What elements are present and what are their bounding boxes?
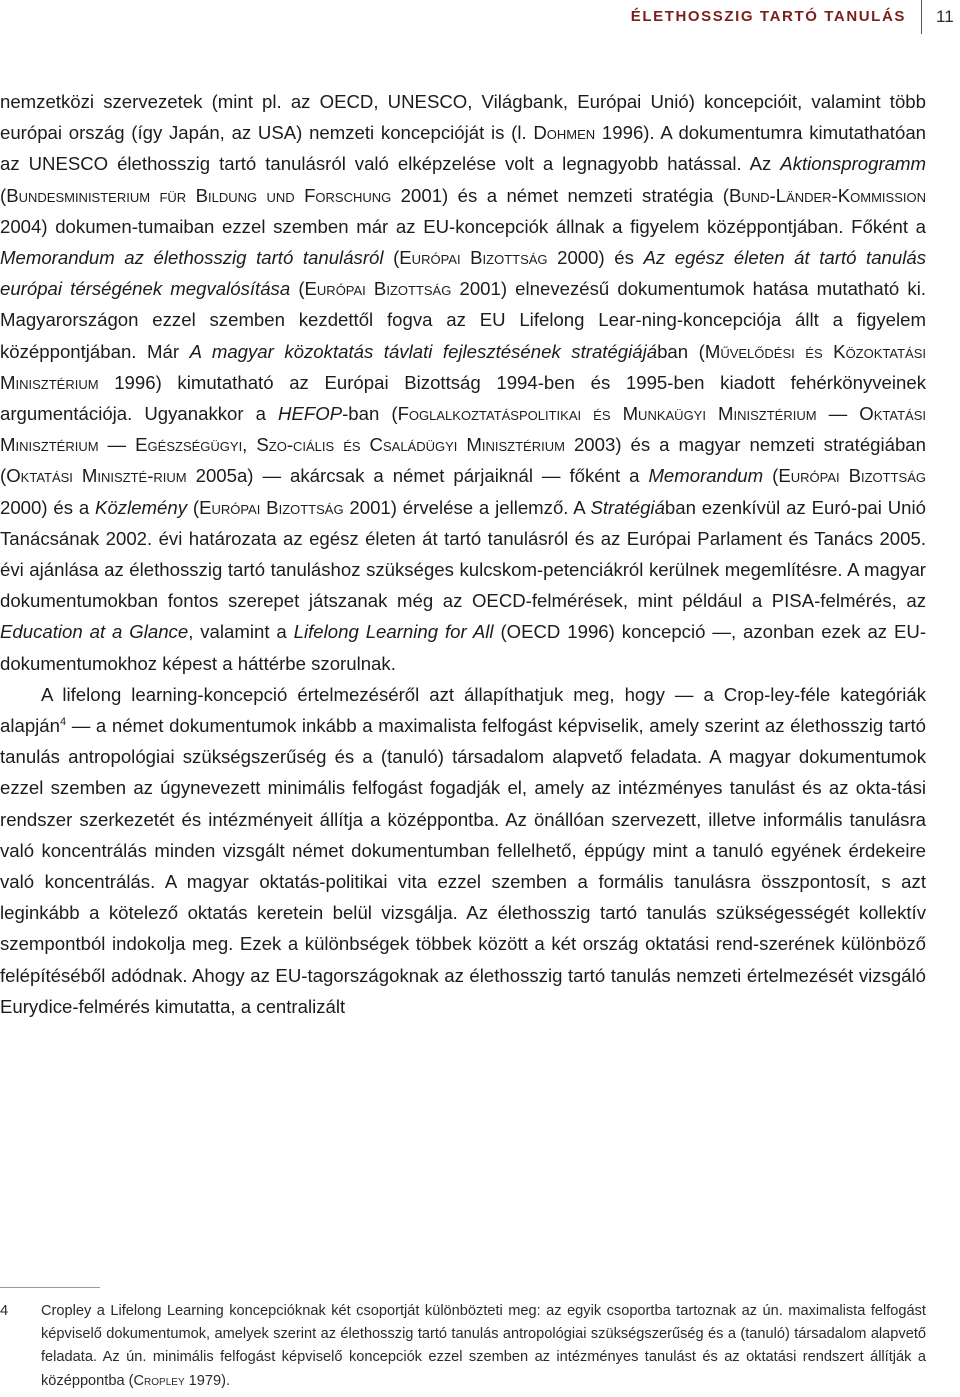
- page-number: 11: [936, 7, 954, 26]
- text-run: 2004) dokumen-tumaiban ezzel szemben már az EU-koncepciók állnak a figyelem középpontjában. Főként a: [0, 215, 926, 237]
- footnote-reference[interactable]: 4: [59, 715, 67, 728]
- title-llfa: Lifelong Learning for All: [293, 621, 494, 643]
- citation-cropley: Cropley: [133, 1372, 185, 1389]
- text-run: 2001) érvelése a jellemző. A: [343, 496, 591, 518]
- text-run: 1996). A dokumentumra kimutathatóan az UNESCO élethosszig tartó tanulásról való elképzelése volt a legnagyobb hatással. Az: [0, 122, 926, 175]
- title-eag: Education at a Glance: [0, 621, 189, 643]
- text-run: A lifelong learning-koncepció értelmezéséről azt állapíthatjuk meg, hogy — a Crop-ley-féle kategóriák alapján: [0, 683, 926, 737]
- text-run: (: [0, 184, 7, 206]
- text-run: — a német dokumentumok inkább a maximalista felfogást képviselik, amely szerint az élethosszig tartó tanulás antropológiai szükségszerűség és a (tanuló) társadalom alapvető feladata. A magyar dokumentumok ezzel szemben az úgynevezett minimális felfogást fogadják el, amely az intézményes tanulást és az okta-tási rendszer szerkezetét és intézményeit állítja a középpontba. Az önállóan szervezett, illetve informális tanulásra való koncentrálás minden vizsgált német dokumentumban fellelhető, éppúgy mint a tanuló egyének érdekeire való koncentrálás. A magyar oktatás-politikai vita ezzel szemben a formális tanulásra összpontosít, s azt leginkább a kötelező oktatás keretein belül vizsgálja. Az élethosszig tartó tanulás szükségességét kollektív szempontból indokolja meg. Ezek a különbségek többek között a két ország oktatási rend-szerének különböző felépítéséből adódnak. Ahogy az EU-tagországoknak az élethosszig tartó tanulás nemzeti értelmezését vizsgáló Eurydice-felmérés kimutatta, a centralizált: [0, 715, 926, 1017]
- title-memorandum-short: Memorandum: [648, 465, 764, 487]
- text-run: (: [290, 278, 305, 300]
- running-title: ÉLETHOSSZIG TARTÓ TANULÁS: [630, 8, 906, 25]
- text-run: 2000) és: [547, 247, 644, 269]
- citation-bmbf: Bundesministerium für Bildung und Forschung: [6, 184, 392, 206]
- text-run: 2005a) — akárcsak a német párjaiknál — főként a: [186, 465, 649, 487]
- citation-eb: Európai Bizottság: [778, 465, 926, 487]
- paragraph-1: [0, 86, 926, 679]
- citation-eb: Európai Bizottság: [304, 278, 452, 300]
- citation-blk: Bund-Länder-Kommission: [728, 184, 926, 206]
- body-text: [0, 86, 926, 1022]
- citation-om: Oktatási Miniszté-rium: [6, 465, 187, 487]
- citation-dohmen: Dohmen: [533, 122, 596, 144]
- title-strategia: Stratégiá: [590, 496, 665, 518]
- citation-mkm: Művelődési és Közoktatási Minisztérium: [0, 340, 926, 393]
- text-run: Cropley a Lifelong Learning koncepcióknak két csoportját különbözteti meg: az egyik csoportba tartoznak az ún. maximalista felfogást képviselő dokumentumok, amelyek szerint az élethosszig tartó tanulás antropológiai szükségszerűség és a (tanuló) társadalom alapvető feladata. Az ún. minimális felfogást képviselő koncepciók ezzel szemben az intézményes tanulást és az oktatási rendszert állítják a középpontba (: [41, 1303, 926, 1389]
- text-run: 2003) és a magyar nemzeti stratégiában (: [0, 434, 926, 487]
- title-tavlati: A magyar közoktatás távlati fejlesztésének stratégiájá: [189, 340, 658, 362]
- text-run: 2001) elnevezésű dokumentumok hatása mutatható ki. Magyarországon ezzel szemben kezdettől fogva az EU Lifelong Lear-ning-koncepciója állt a figyelem középpontjában. Már: [0, 278, 927, 362]
- text-run: ban ezenkívül az Euró-pai Unió Tanácsának 2002. évi határozata az egész életen át tartó tanulásról és az Európai Parlament és Tanács 2005. évi ajánlása az élethosszig tartó tanuláshoz szükséges kulcskom-petenciákról kerülnek megemlítésre. A magyar dokumentumokban fontos szerepet játszanak még az OECD-felmérések, mint például a PISA-felmérés, az: [0, 496, 926, 612]
- paragraph-2: [0, 679, 926, 1022]
- footnote-divider: [0, 1287, 100, 1288]
- text-run: 1979).: [184, 1372, 231, 1389]
- text-run: (: [763, 465, 779, 487]
- text-run: (OECD 1996) koncepció —, azonban ezek az EU-dokumentumokhoz képest a háttérbe szorulnak.: [0, 621, 927, 674]
- footnote-text: [41, 1300, 926, 1393]
- footnote: [0, 1300, 926, 1393]
- title-kozlemeny: Közlemény: [95, 496, 188, 518]
- text-run: ban (: [657, 340, 705, 362]
- text-run: -ban (: [342, 403, 398, 425]
- text-run: (: [383, 247, 400, 269]
- title-egesz-eleten: Az egész életen át tartó tanulás európai térségének megvalósítása: [0, 247, 926, 300]
- footnote-number: 4: [0, 1303, 9, 1319]
- text-run: , valamint a: [188, 621, 294, 643]
- text-run: 2001) és a német nemzeti stratégia (: [391, 184, 729, 206]
- title-aktionsprogramm: Aktionsprogramm: [780, 153, 926, 175]
- title-memorandum: Memorandum az élethosszig tartó tanulásról: [0, 247, 384, 269]
- page-header: [0, 0, 960, 40]
- title-hefop: HEFOP: [278, 403, 343, 425]
- citation-eb: Európai Bizottság: [399, 247, 548, 269]
- text-run: (: [187, 496, 200, 518]
- citation-eb: Európai Bizottság: [199, 496, 344, 518]
- header-divider: [921, 0, 922, 34]
- text-run: 1996) kimutatható az Európai Bizottság 1994-ben és 1995-ben kiadott fehérkönyveinek argumentációja. Ugyanakkor a: [0, 371, 926, 425]
- text-run: 2000) és a: [0, 496, 96, 518]
- text-run: nemzetközi szervezetek (mint pl. az OECD, UNESCO, Világbank, Európai Unió) koncepcióit, valamint több európai ország (így Japán, az USA) nemzeti koncepcióját is (l.: [0, 91, 926, 144]
- citation-fmm: Foglalkoztatáspolitikai és Munkaügyi Minisztérium — Oktatási Minisztérium — Egészségügyi, Szo-ciális és Családügyi Minisztérium: [0, 403, 926, 456]
